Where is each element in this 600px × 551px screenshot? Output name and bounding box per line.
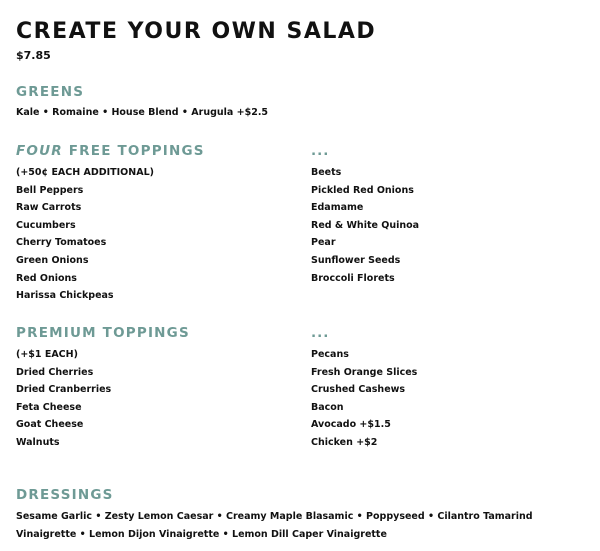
list-item: Harissa Chickpeas [16,290,114,302]
list-item: Edamame [311,202,364,214]
free-toppings-right-list [311,164,581,287]
premium-toppings-continuation-heading: ... [311,325,330,341]
base-price: $7.85 [16,49,51,62]
list-item: Broccoli Florets [311,272,395,284]
premium-toppings-right-list [311,346,581,452]
list-item: Red & White Quinoa [311,219,420,231]
free-toppings-continuation-heading: ... [311,143,330,159]
greens-heading: GREENS [16,84,85,100]
page-title: CREATE YOUR OWN SALAD [16,19,377,44]
list-item: Raw Carrots [16,202,82,214]
dressings-heading: DRESSINGS [16,487,114,503]
list-item: Beets [311,167,342,178]
premium-toppings-left-list [16,346,296,452]
list-item: (+$1 EACH) [16,349,78,360]
premium-toppings-right-column [311,324,581,452]
list-item: Cucumbers [16,219,76,231]
list-item: Pickled Red Onions [311,184,414,196]
list-item: Bacon [311,401,344,413]
premium-toppings-section [16,324,586,464]
list-item: Feta Cheese [16,401,82,413]
list-item: Dried Cranberries [16,384,112,396]
free-toppings-heading [16,142,296,160]
list-item: Fresh Orange Slices [311,366,418,378]
list-item: Goat Cheese [16,419,84,431]
free-toppings-section [16,142,586,302]
free-toppings-left-list [16,164,296,305]
list-item: Dried Cherries [16,366,94,378]
free-toppings-right-column [311,142,581,287]
list-item: (+50¢ EACH ADDITIONAL) [16,167,154,178]
list-item: Crushed Cashews [311,384,406,396]
list-item: Chicken +$2 [311,436,378,448]
greens-list: Kale • Romaine • House Blend • Arugula +$2.5 [16,107,269,118]
free-toppings-left-column [16,142,296,305]
list-item: Green Onions [16,254,89,266]
list-item: Pear [311,237,336,249]
list-item: Red Onions [16,272,77,284]
premium-toppings-left-column [16,324,296,452]
free-toppings-heading-emphasis: FOUR [16,143,63,159]
premium-toppings-heading: PREMIUM TOPPINGS [16,325,190,341]
list-item: Pecans [311,349,349,360]
free-toppings-heading-rest: FREE TOPPINGS [62,143,205,159]
list-item: Sunflower Seeds [311,254,401,266]
list-item: Bell Peppers [16,184,84,196]
dressings-list: Sesame Garlic • Zesty Lemon Caesar • Creamy Maple Blasamic • Poppyseed • Cilantro Tamarind Vinaigrette • Lemon Dijon Vinaigrette • Lemon Dill Caper Vinaigrette [16,511,533,540]
menu-page [16,18,586,543]
list-item: Avocado +$1.5 [311,419,391,431]
list-item: Walnuts [16,436,60,448]
list-item: Cherry Tomatoes [16,237,107,249]
